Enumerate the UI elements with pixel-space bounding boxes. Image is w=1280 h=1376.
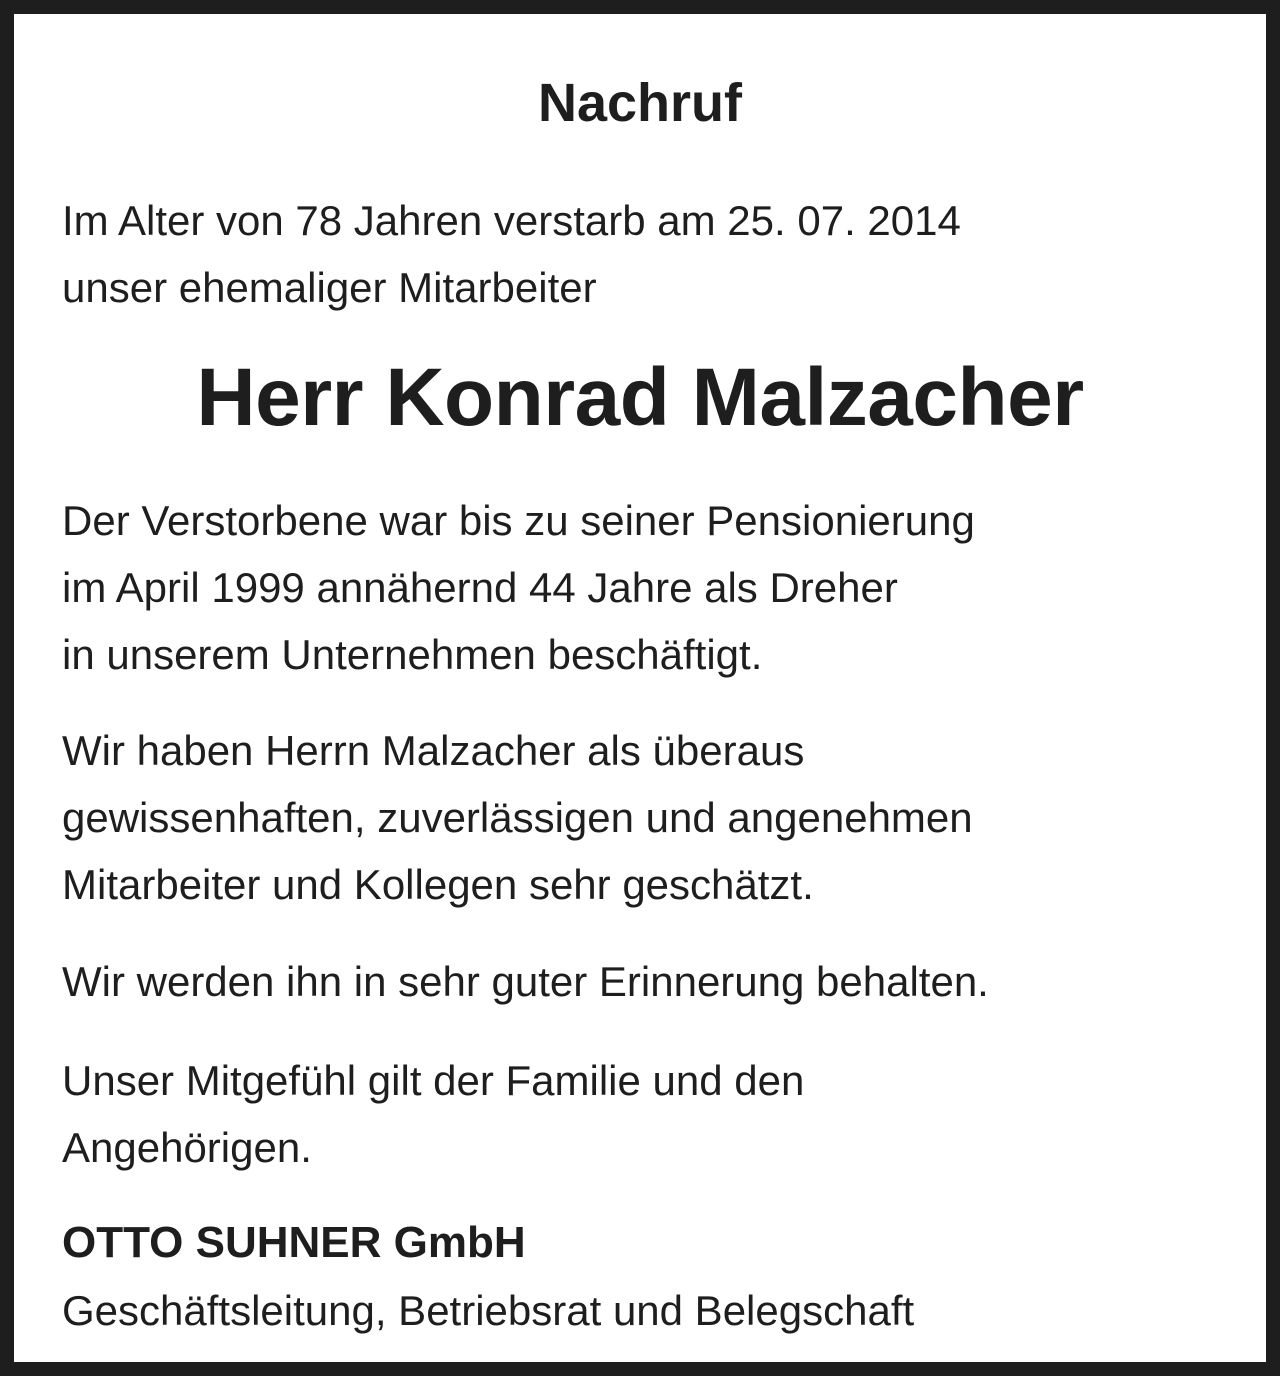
company-name: OTTO SUHNER GmbH (62, 1218, 526, 1267)
paragraph-line: Angehörigen. (62, 1124, 312, 1171)
signature-line: Geschäftsleitung, Betriebsrat und Belegschaft (62, 1287, 915, 1334)
deceased-name: Herr Konrad Malzacher (196, 352, 1084, 443)
paragraph-line: Mitarbeiter und Kollegen sehr geschätzt. (62, 861, 814, 908)
paragraph-line: Unser Mitgefühl gilt der Familie und den (62, 1057, 805, 1104)
paragraph-line: im April 1999 annähernd 44 Jahre als Dreher (62, 564, 898, 611)
intro-line: Im Alter von 78 Jahren verstarb am 25. 07. 2014 (62, 197, 961, 244)
paragraph-line: Der Verstorbene war bis zu seiner Pensionierung (62, 497, 975, 544)
paragraph-line: Wir werden ihn in sehr guter Erinnerung behalten. (62, 958, 989, 1005)
notice-title: Nachruf (537, 73, 743, 133)
paragraph-line: Wir haben Herrn Malzacher als überaus (62, 727, 805, 774)
paragraph-line: in unserem Unternehmen beschäftigt. (62, 631, 763, 678)
paragraph-line: gewissenhaften, zuverlässigen und angenehmen (62, 794, 973, 841)
intro-line: unser ehemaliger Mitarbeiter (62, 264, 597, 311)
